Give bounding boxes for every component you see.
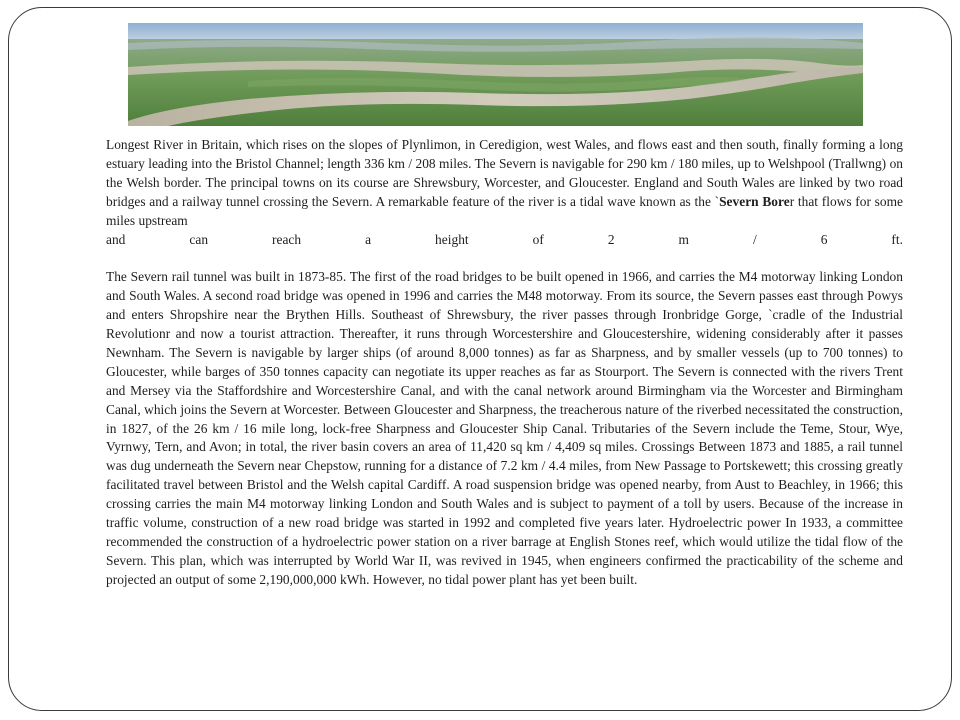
article-body [106, 136, 903, 590]
paragraph-1-text: Longest River in Britain, which rises on the slopes of Plynlimon, in Ceredigion, west Wales, and flows east and then south, finally forming a long estuary leading into the Bristol Channel; length 336 km / 208 miles. The Severn is navigable for 290 km / 180 miles, up to Welshpool (Trallwng) on the Welsh border. The principal towns on its course are Shrewsbury, Worcester, and Gloucester. England and South Wales are linked by two road bridges and a railway tunnel crossing the Severn. A remarkable feature of the river is a tidal wave known as the ` [106, 137, 903, 209]
severn-bore-term: Severn Bore [719, 193, 790, 209]
paragraph-2: The Severn rail tunnel was built in 1873-85. The first of the road bridges to be built opened in 1966, and carries the M4 motorway linking London and South Wales. A second road bridge was opened in 1996 and carries the M48 motorway. From its source, the Severn passes east through Powys and enters Shropshire near the Brythen Hills. Southeast of Shrewsbury, the river passes through Ironbridge Gorge, `cradle of the Industrial Revolutionr and now a tourist attraction. Thereafter, it runs through Worcestershire and Gloucestershire, widening considerably after it passes Newnham. The Severn is navigable by larger ships (of around 8,000 tonnes) as far as Sharpness, and by smaller vessels (up to 700 tonnes) to Gloucester, while barges of 350 tonnes capacity can negotiate its upper reaches as far as Stourport. The Severn is connected with the rivers Trent and Mersey via the Staffordshire and Worcestershire Canal, and with the canal network around Birmingham via the Worcester and Birmingham Canal, which joins the Severn at Worcester. Between Gloucester and Sharpness, the treacherous nature of the riverbed necessitated the construction, in 1827, of the 26 km / 16 mile long, lock-free Sharpness and Gloucester Ship Canal. Tributaries of the Severn include the Teme, Stour, Wye, Vyrnwy, Tern, and Avon; in total, the river basin covers an area of 11,420 sq km / 4,409 sq miles. Crossings Between 1873 and 1885, a rail tunnel was dug underneath the Severn near Chepstow, running for a distance of 7.2 km / 4.4 miles, from New Passage to Portskewett; this crossing greatly facilitated travel between Bristol and the Welsh capital Cardiff. A road suspension bridge was opened nearby, from Aust to Beachley, in 1966; this crossing carries the main M4 motorway linking London and South Wales and is subject to payment of a toll by users. Because of the increase in traffic volume, construction of a new road bridge was started in 1992 and completed five years later. Hydroelectric power In 1933, a committee recommended the construction of a hydroelectric power station on a river barrage at English Stones reef, which would utilize the tidal flow of the Severn. This plan, which was interrupted by World War II, was revived in 1945, when engineers confirmed the practicability of the scheme and projected an output of some 2,190,000,000 kWh. However, no tidal power plant has yet been built. [106, 269, 903, 587]
paragraph-1-after-bold: r that flows for some miles upstream [106, 193, 903, 228]
river-estuary-photo [128, 23, 863, 126]
paragraph-1 [106, 136, 903, 249]
slide-frame [8, 7, 952, 711]
paragraph-1-last-line: and can reach a height of 2 m / 6 ft. [106, 231, 903, 247]
